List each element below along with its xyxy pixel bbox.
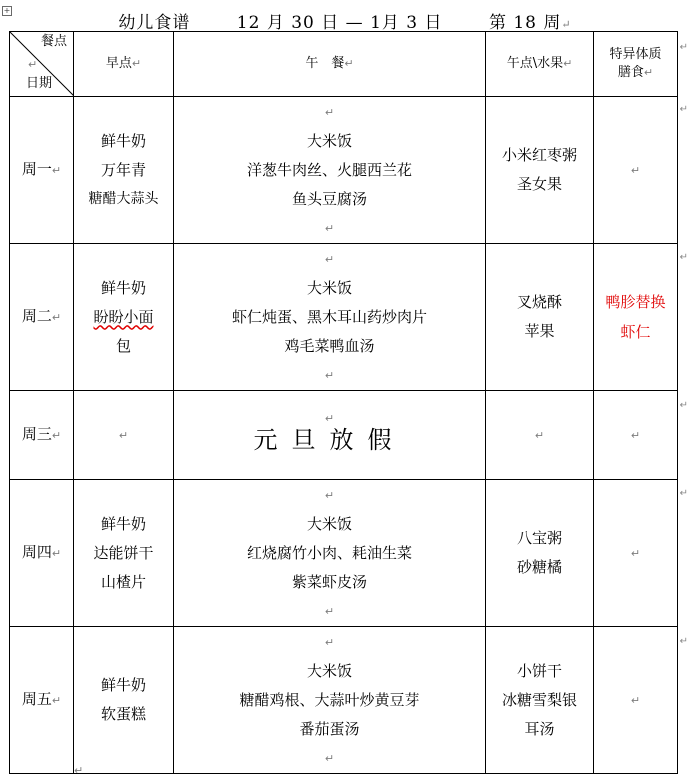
row-end-mark-icon: ↵ xyxy=(679,488,688,499)
day-cell: 周五↵ xyxy=(10,627,74,774)
row-end-mark-icon: ↵ xyxy=(679,42,688,53)
special-diet-cell: ↵ xyxy=(594,97,678,244)
row-end-mark-icon: ↵ xyxy=(679,104,688,115)
table-row xyxy=(10,97,678,244)
snack-cell: 小米红枣粥 圣女果 xyxy=(486,97,594,244)
special-diet-cell: ↵ xyxy=(594,627,678,774)
holiday-cell: ↵ 元旦放假 xyxy=(174,391,486,480)
special-diet-cell: ↵ xyxy=(594,480,678,627)
day-cell: 周一↵ xyxy=(10,97,74,244)
header-corner-cell xyxy=(10,32,74,97)
lunch-cell: ↵ 大米饭 糖醋鸡根、大蒜叶炒黄豆芽 番茄蛋汤 ↵ xyxy=(174,627,486,774)
table-row xyxy=(10,627,678,774)
table-row xyxy=(10,480,678,627)
row-end-mark-icon: ↵ xyxy=(679,400,688,411)
row-end-mark-icon: ↵ xyxy=(679,252,688,263)
paragraph-mark-icon: ↵ xyxy=(74,764,84,777)
snack-cell: ↵ xyxy=(486,391,594,480)
table-move-handle-icon[interactable]: + xyxy=(3,6,11,15)
page-title xyxy=(0,8,690,33)
special-diet-cell: ↵ xyxy=(594,391,678,480)
snack-cell: 小饼干 冰糖雪梨银 耳汤 xyxy=(486,627,594,774)
title-dates: 12 月 30 日 — 1月 3 日 xyxy=(236,13,443,33)
day-cell: 周二↵ xyxy=(10,244,74,391)
paragraph-mark-icon: ↵ xyxy=(28,58,38,71)
lunch-cell: ↵ 大米饭 洋葱牛肉丝、火腿西兰花 鱼头豆腐汤 ↵ xyxy=(174,97,486,244)
header-corner-meal: 餐点 xyxy=(40,34,67,49)
breakfast-cell: 鲜牛奶 盼盼小面 包 xyxy=(74,244,174,391)
table-header-row xyxy=(10,32,678,97)
special-diet-cell: 鸭胗替换虾仁 xyxy=(594,244,678,391)
day-cell: 周三↵ xyxy=(10,391,74,480)
row-end-mark-icon: ↵ xyxy=(679,636,688,647)
header-special-diet: 特异体质 膳食↵ xyxy=(594,32,678,97)
header-corner-date: 日期 xyxy=(26,76,53,91)
breakfast-cell: ↵ xyxy=(74,391,174,480)
table-row xyxy=(10,391,678,480)
snack-cell: 叉烧酥 苹果 xyxy=(486,244,594,391)
day-cell: 周四↵ xyxy=(10,480,74,627)
breakfast-cell: 鲜牛奶 达能饼干 山楂片 xyxy=(74,480,174,627)
lunch-cell: ↵ 大米饭 红烧腐竹小肉、耗油生菜 紫菜虾皮汤 ↵ xyxy=(174,480,486,627)
header-lunch: 午 餐↵ xyxy=(174,32,486,97)
title-label: 幼儿食谱 xyxy=(118,13,191,33)
header-snack: 午点\水果↵ xyxy=(486,32,594,97)
breakfast-cell: 鲜牛奶 万年青 糖醋大蒜头 xyxy=(74,97,174,244)
snack-cell: 八宝粥 砂糖橘 xyxy=(486,480,594,627)
paragraph-mark-icon: ↵ xyxy=(561,18,572,31)
lunch-cell: ↵ 大米饭 虾仁炖蛋、黑木耳山药炒肉片 鸡毛菜鸭血汤 ↵ xyxy=(174,244,486,391)
title-week: 第 18 周 xyxy=(488,13,562,33)
breakfast-cell: 鲜牛奶 软蛋糕 xyxy=(74,627,174,774)
header-breakfast: 早点↵ xyxy=(74,32,174,97)
menu-table xyxy=(9,31,678,774)
table-row xyxy=(10,244,678,391)
